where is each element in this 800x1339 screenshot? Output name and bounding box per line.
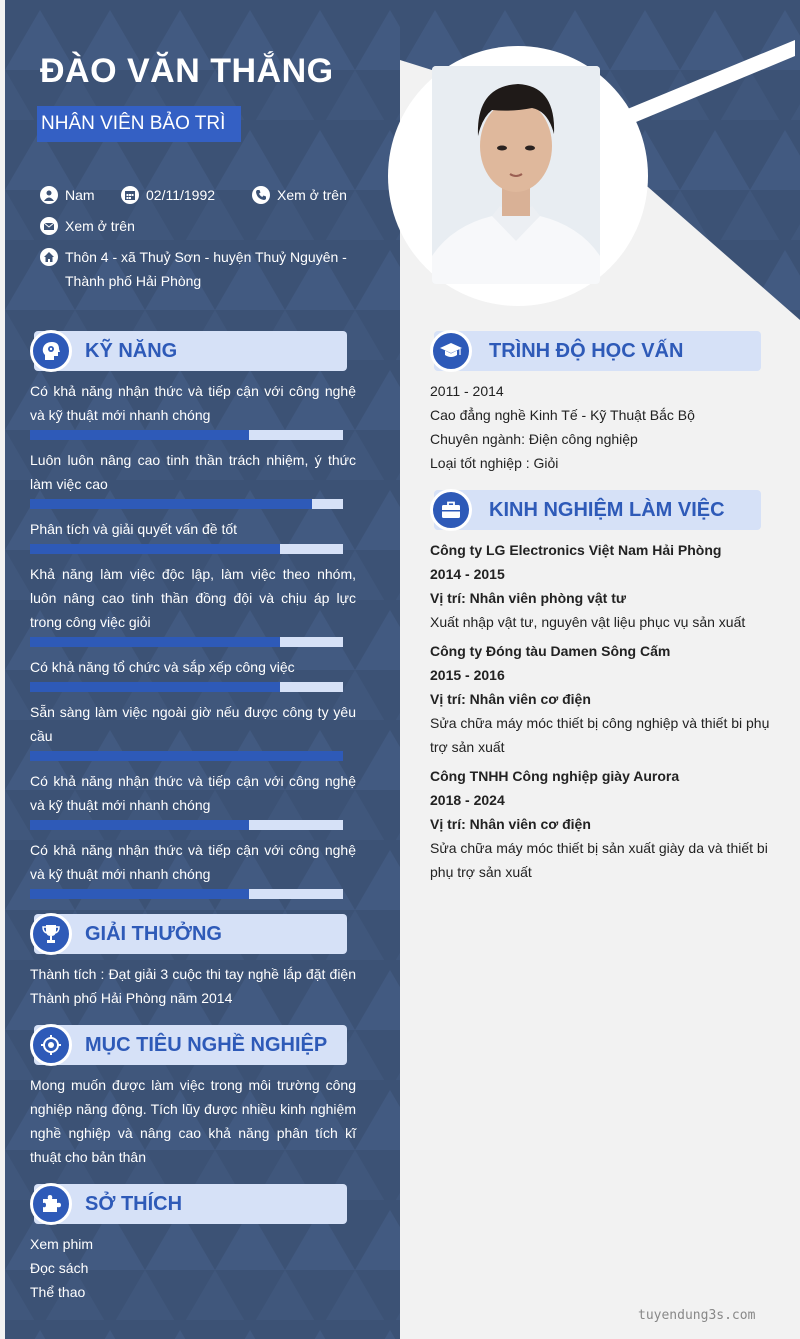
skill-text: Luôn luôn nâng cao tinh thần trách nhiệm, ý thức làm việc cao — [30, 452, 356, 492]
skill-text: Sẵn sàng làm việc ngoài giờ nếu được công ty yêu cầu — [30, 704, 356, 744]
objective-text: Mong muốn được làm việc trong môi trường công nghiệp năng động. Tích lũy được nhiều kinh nghiệm nghề nghiệp và nâng cao khả năng phân tích kĩ thuật cho bản thân — [30, 1077, 356, 1165]
contact-gender — [40, 186, 95, 207]
phone-icon — [252, 186, 270, 204]
awards-title: GIẢI THƯỞNG — [85, 923, 222, 945]
avatar — [432, 66, 600, 284]
objective-header — [34, 1025, 347, 1065]
job-company: Công ty LG Electronics Việt Nam Hải Phòng — [430, 542, 722, 558]
head-gear-icon — [30, 330, 72, 372]
phone-value: Xem ở trên — [277, 187, 347, 203]
skill-text: Khả năng làm việc độc lập, làm việc theo nhóm, luôn nâng cao tinh thần đồng đội và chịu áp lực trong công việc giỏi — [30, 566, 356, 630]
education-school: Cao đẳng nghề Kinh Tế - Kỹ Thuật Bắc Bộ — [430, 407, 695, 423]
job-company: Công TNHH Công nghiệp giày Aurora — [430, 768, 680, 784]
awards-header — [34, 914, 347, 954]
hobby-item: Thể thao — [30, 1284, 86, 1300]
skill-level-bar — [30, 499, 343, 509]
puzzle-icon — [30, 1183, 72, 1225]
job-position: Vị trí: Nhân viên cơ điện — [430, 691, 591, 707]
experience-header — [434, 490, 761, 530]
address-value: Thôn 4 - xã Thuỷ Sơn - huyện Thuỷ Nguyên - Thành phố Hải Phòng — [65, 249, 347, 289]
job-title: NHÂN VIÊN BẢO TRÌ — [37, 106, 241, 142]
education-header — [434, 331, 761, 371]
skills-header — [34, 331, 347, 371]
contact-email — [40, 217, 135, 238]
birthday-value: 02/11/1992 — [146, 187, 216, 203]
mail-icon — [40, 217, 58, 235]
job-period: 2014 - 2015 — [430, 566, 505, 582]
skill-level-fill — [30, 751, 343, 761]
home-icon — [40, 248, 58, 266]
skill-level-fill — [30, 682, 280, 692]
job-company: Công ty Đóng tàu Damen Sông Cấm — [430, 643, 671, 659]
graduation-cap-icon — [430, 330, 472, 372]
awards-text: Thành tích : Đạt giải 3 cuộc thi tay nghề lắp đặt điện Thành phố Hải Phòng năm 2014 — [30, 966, 356, 1006]
skill-level-fill — [30, 544, 280, 554]
watermark: tuyendung3s.com — [638, 1308, 756, 1323]
gender-value: Nam — [65, 187, 95, 203]
contact-birthday — [121, 186, 215, 207]
skills-title: KỸ NĂNG — [85, 340, 178, 362]
job-description: Sửa chữa máy móc thiết bị sản xuất giày da và thiết bi phụ trợ sản xuất — [430, 840, 768, 880]
skill-level-bar — [30, 820, 343, 830]
skill-level-bar — [30, 637, 343, 647]
skill-level-bar — [30, 544, 343, 554]
job-position: Vị trí: Nhân viên phòng vật tư — [430, 590, 627, 606]
skill-level-bar — [30, 430, 343, 440]
skill-text: Phân tích và giải quyết vấn đề tốt — [30, 521, 238, 537]
skill-level-fill — [30, 820, 249, 830]
hobby-item: Xem phim — [30, 1236, 94, 1252]
hobbies-header — [34, 1184, 347, 1224]
experience-title: KINH NGHIỆM LÀM VIỆC — [489, 499, 725, 521]
email-value: Xem ở trên — [65, 218, 135, 234]
job-period: 2015 - 2016 — [430, 667, 505, 683]
education-period: 2011 - 2014 — [430, 383, 504, 399]
skill-level-bar — [30, 889, 343, 899]
candidate-name: ĐÀO VĂN THẮNG — [40, 52, 334, 90]
contact-address — [40, 248, 385, 293]
target-icon — [30, 1024, 72, 1066]
briefcase-icon — [430, 489, 472, 531]
skill-text: Có khả năng tổ chức và sắp xếp công việc — [30, 659, 295, 675]
contact-phone — [252, 186, 347, 207]
education-title: TRÌNH ĐỘ HỌC VẤN — [489, 340, 684, 362]
calendar-icon — [121, 186, 139, 204]
job-description: Sửa chữa máy móc thiết bị công nghiệp và thiết bi phụ trợ sản xuất — [430, 715, 770, 755]
skill-level-fill — [30, 889, 249, 899]
education-major: Chuyên ngành: Điện công nghiệp — [430, 431, 638, 447]
skill-level-fill — [30, 430, 249, 440]
skill-text: Có khả năng nhận thức và tiếp cận với công nghệ và kỹ thuật mới nhanh chóng — [30, 842, 356, 882]
education-grade: Loại tốt nghiệp : Giỏi — [430, 455, 559, 471]
job-period: 2018 - 2024 — [430, 792, 505, 808]
skill-level-fill — [30, 499, 312, 509]
user-icon — [40, 186, 58, 204]
job-description: Xuất nhập vật tư, nguyên vật liệu phục vụ sản xuất — [430, 614, 746, 630]
skill-level-bar — [30, 682, 343, 692]
hobby-item: Đọc sách — [30, 1260, 89, 1276]
skill-text: Có khả năng nhận thức và tiếp cận với công nghệ và kỹ thuật mới nhanh chóng — [30, 773, 356, 813]
job-position: Vị trí: Nhân viên cơ điện — [430, 816, 591, 832]
skill-level-bar — [30, 751, 343, 761]
skill-level-fill — [30, 637, 280, 647]
objective-title: MỤC TIÊU NGHỀ NGHIỆP — [85, 1034, 328, 1056]
skill-text: Có khả năng nhận thức và tiếp cận với công nghệ và kỹ thuật mới nhanh chóng — [30, 383, 356, 423]
trophy-icon — [30, 913, 72, 955]
hobbies-title: SỞ THÍCH — [85, 1193, 183, 1215]
